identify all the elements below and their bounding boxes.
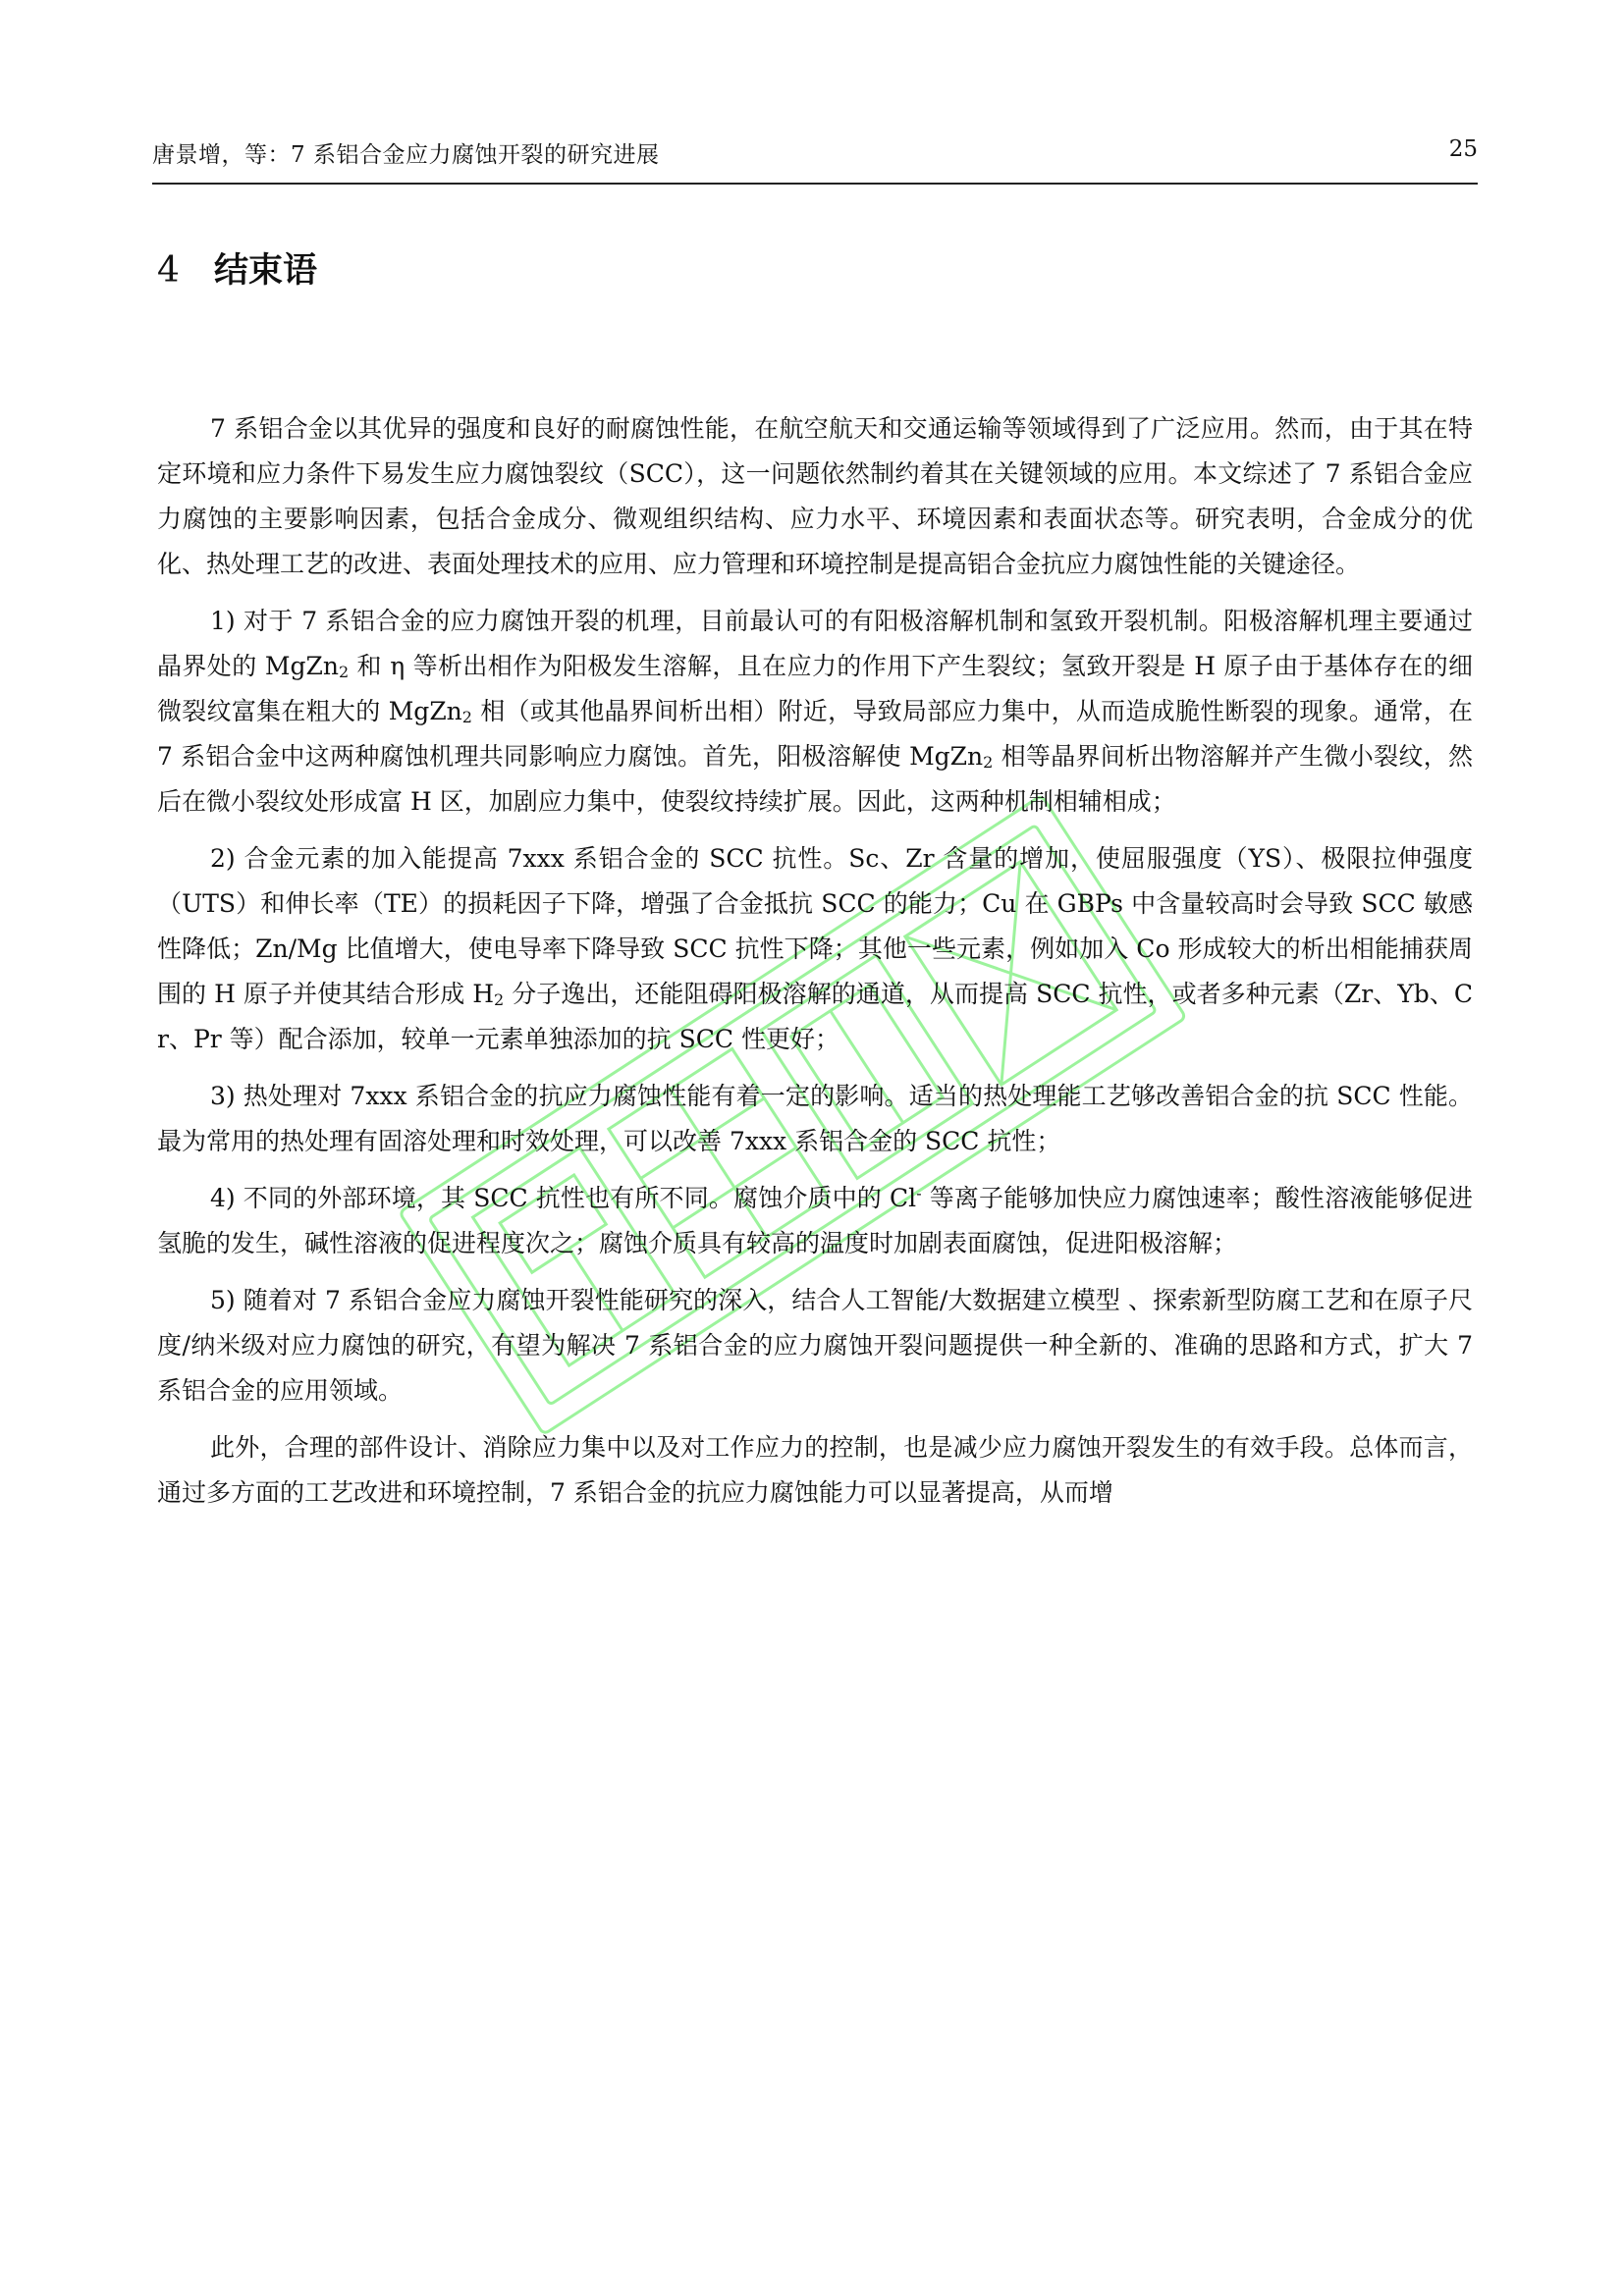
subscript: 2	[983, 753, 994, 772]
paragraph-point-1	[157, 599, 1473, 825]
text-run: 等离子能够加快应力腐蚀速率；酸性溶液能够促进氢脆的发生，碱性溶液的促进程度次之；腐蚀介质具有较高的温度时加剧表面腐蚀，促进阳极溶解；	[157, 1184, 1473, 1257]
paragraph-point-2	[157, 836, 1473, 1062]
running-title: 唐景增，等：7 系铝合金应力腐蚀开裂的研究进展	[152, 142, 660, 168]
paragraph-point-3: 3) 热处理对 7xxx 系铝合金的抗应力腐蚀性能有着一定的影响。适当的热处理能工艺够改善铝合金的抗 SCC 性能。最为常用的热处理有固溶处理和时效处理，可以改善 7xxx 系铝合金的 SCC 抗性；	[157, 1082, 1473, 1155]
header-rule	[152, 183, 1478, 185]
section-title: 结束语	[214, 251, 318, 291]
section-number: 4	[157, 250, 180, 291]
text-run: 1) 对于 7 系铝合金的应力腐蚀开裂的机理，目前最认可的有阳极溶解机制和氢致开裂机制。阳极溶解机理主要通过晶界处的 MgZn	[157, 607, 1473, 680]
subscript: 2	[461, 708, 472, 726]
text-run: 相等晶界间析出物溶解并产生微小裂纹，然后在微小裂纹处形成富 H 区，加剧应力集中，使裂纹持续扩展。因此，这两种机制相辅相成；	[157, 742, 1473, 816]
subscript: 2	[339, 663, 350, 681]
text-run: 和 η 等析出相作为阳极发生溶解，且在应力的作用下产生裂纹；氢致开裂是 H 原子由于基体存在的细微裂纹富集在粗大的 MgZn	[157, 652, 1473, 725]
paragraph-point-5: 5) 随着对 7 系铝合金应力腐蚀开裂性能研究的深入，结合人工智能/大数据建立模型 、探索新型防腐工艺和在原子尺度/纳米级对应力腐蚀的研究，有望为解决 7 系铝合金的应力腐蚀开裂问题提供一种全新的、准确的思路和方式，扩大 7 系铝合金的应用领域。	[157, 1286, 1473, 1405]
text-run: 相（或其他晶界间析出相）附近，导致局部应力集中，从而造成脆性断裂的现象。通常，在 7 系铝合金中这两种腐蚀机理共同影响应力腐蚀。首先，阳极溶解使 MgZn	[157, 697, 1473, 771]
body-text	[157, 406, 1473, 1527]
superscript: -	[916, 1184, 922, 1202]
running-header	[152, 131, 1478, 174]
paragraph-intro: 7 系铝合金以其优异的强度和良好的耐腐蚀性能，在航空航天和交通运输等领域得到了广泛应用。然而，由于其在特定环境和应力条件下易发生应力腐蚀裂纹（SCC），这一问题依然制约着其在关键领域的应用。本文综述了 7 系铝合金应力腐蚀的主要影响因素，包括合金成分、微观组织结构、应力水平、环境因素和表面状态等。研究表明，合金成分的优化、热处理工艺的改进、表面处理技术的应用、应力管理和环境控制是提高铝合金抗应力腐蚀性能的关键途径。	[157, 414, 1473, 578]
text-run: 分子逸出，还能阻碍阳极溶解的通道，从而提高 SCC 抗性，或者多种元素（Zr、Yb、Cr、Pr 等）配合添加，较单一元素单独添加的抗 SCC 性更好；	[157, 980, 1473, 1053]
subscript: 2	[494, 990, 505, 1009]
text-run: 2) 合金元素的加入能提高 7xxx 系铝合金的 SCC 抗性。Sc、Zr 含量的增加，使屈服强度（YS）、极限拉伸强度（UTS）和伸长率（TE）的损耗因子下降，增强了合金抵抗 SCC 的能力；Cu 在 GBPs 中含量较高时会导致 SCC 敏感性降低；Zn/Mg 比值增大，使电导率下降导致 SCC 抗性下降；其他一些元素，例如加入 Co 形成较大的析出相能捕获周围的 H 原子并使其结合形成 H	[157, 844, 1473, 1008]
page-number: 25	[1448, 136, 1478, 162]
paragraph-point-4	[157, 1176, 1473, 1266]
text-run: 4) 不同的外部环境，其 SCC 抗性也有所不同。腐蚀介质中的 Cl	[210, 1184, 917, 1212]
paragraph-closing: 此外，合理的部件设计、消除应力集中以及对工作应力的控制，也是减少应力腐蚀开裂发生的有效手段。总体而言，通过多方面的工艺改进和环境控制，7 系铝合金的抗应力腐蚀能力可以显著提高，从而增	[157, 1433, 1473, 1507]
section-heading	[157, 243, 317, 293]
